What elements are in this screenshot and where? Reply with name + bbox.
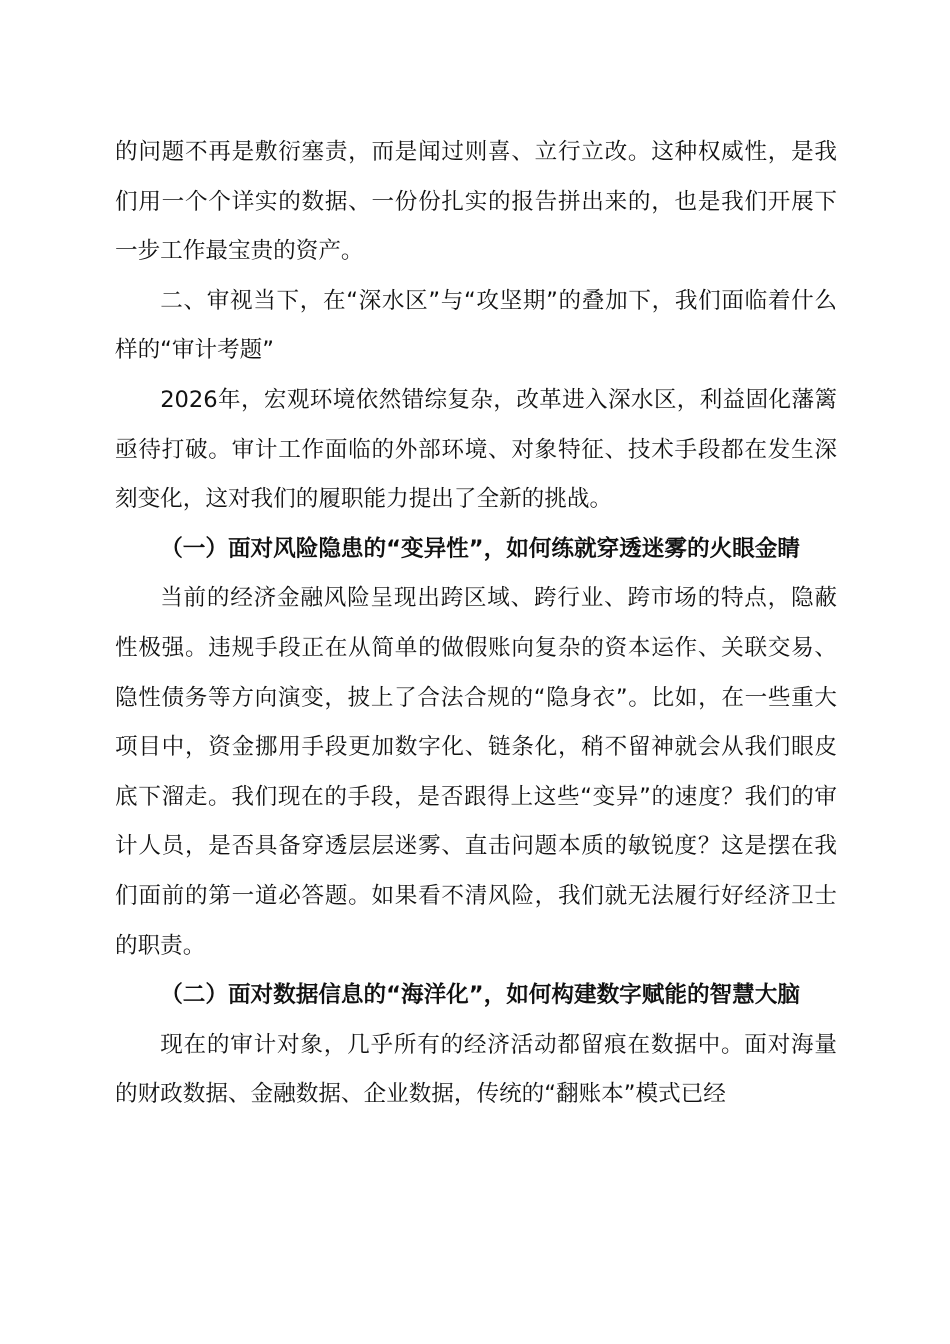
subheading-two: （二）面对数据信息的“海洋化”，如何构建数字赋能的智慧大脑: [160, 982, 800, 1009]
paragraph-continuation: 的问题不再是敷衍塞责，而是闻过则喜、立行立改。这种权威性，是我们用一个个详实的数据、一份份扎实的报告拼出来的，也是我们开展下一步工作最宝贵的资产。: [115, 139, 837, 265]
document-page: [115, 128, 837, 1120]
section-title-two: 二、审视当下，在“深水区”与“攻坚期”的叠加下，我们面临着什么样的“审计考题”: [115, 287, 837, 364]
paragraph-macro-environment: 2026年，宏观环境依然错综复杂，改革进入深水区，利益固化藩篱亟待打破。审计工作面临的外部环境、对象特征、技术手段都在发生深刻变化，这对我们的履职能力提出了全新的挑战。: [115, 386, 837, 513]
subheading-one: （一）面对风险隐患的“变异性”，如何练就穿透迷雾的火眼金睛: [160, 535, 800, 562]
paragraph-data: 现在的审计对象，几乎所有的经济活动都留痕在数据中。面对海量的财政数据、金融数据、企业数据，传统的“翻账本”模式已经: [115, 1031, 837, 1108]
paragraph-risk: 当前的经济金融风险呈现出跨区域、跨行业、跨市场的特点，隐蔽性极强。违规手段正在从简单的做假账向复杂的资本运作、关联交易、隐性债务等方向演变，披上了合法合规的“隐身衣”。比如，在一些重大项目中，资金挪用手段更加数字化、链条化，稍不留神就会从我们眼皮底下溜走。我们现在的手段，是否跟得上这些“变异”的速度？我们的审计人员，是否具备穿透层层迷雾、直击问题本质的敏锐度？这是摆在我们面前的第一道必答题。如果看不清风险，我们就无法履行好经济卫士的职责。: [115, 585, 837, 959]
